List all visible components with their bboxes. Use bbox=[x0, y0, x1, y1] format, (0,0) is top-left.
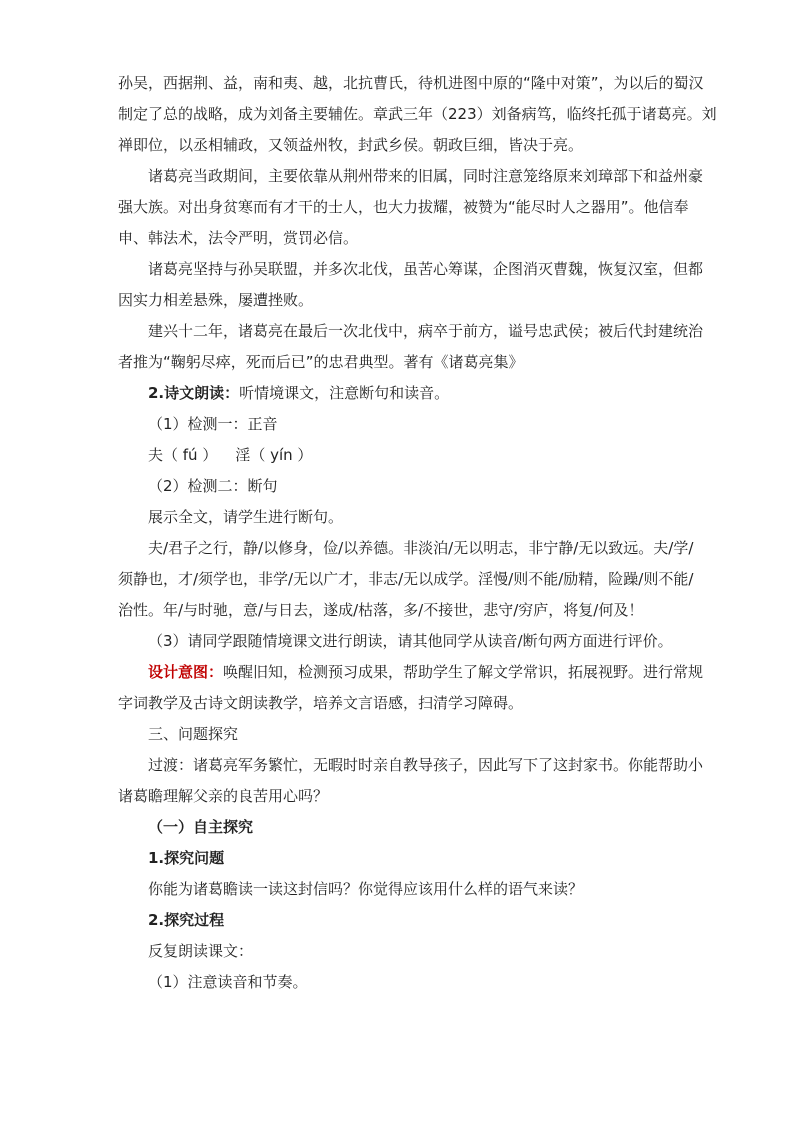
process-heading: 2.探究过程 bbox=[148, 911, 225, 929]
reading-heading-text: 听情境课文，注意断句和读音。 bbox=[239, 384, 450, 402]
reading-show: 展示全文，请学生进行断句。 bbox=[148, 508, 344, 526]
question-text: 你能为诸葛瞻读一读这封信吗？你觉得应该用什么样的语气来读？ bbox=[148, 880, 584, 898]
design-intent-row bbox=[118, 657, 704, 688]
reading-check-2: （2）检测二：断句 bbox=[148, 477, 278, 495]
section-3-heading: 三、问题探究 bbox=[148, 725, 239, 743]
transition-line-1: 过渡：诸葛亮军务繁忙，无暇时时亲自教导孩子，因此写下了这封家书。你能帮助小 bbox=[148, 756, 704, 774]
document-page bbox=[118, 68, 717, 998]
bio-paragraph-2-line-2: 强大族。对出身贫寒而有才干的士人，也大力拔耀，被赞为“能尽时人之器用”。他信奉 bbox=[118, 198, 689, 216]
reading-heading-row bbox=[118, 378, 678, 409]
design-intent-line-1: 唤醒旧知，检测预习成果，帮助学生了解文学常识，拓展视野。进行常规 bbox=[223, 663, 704, 681]
reading-check-3: （3）请同学跟随情境课文进行朗读，请其他同学从读音/断句两方面进行评价。 bbox=[148, 632, 673, 650]
bio-paragraph-4-line-1: 建兴十二年，诸葛亮在最后一次北伐中，病卒于前方，谥号忠武侯；被后代封建统治 bbox=[148, 322, 704, 340]
punctuated-text-line-3: 治性。年/与时驰，意/与日去，遂成/枯落，多/不接世，悲守/穷庐，将复/何及！ bbox=[118, 601, 644, 619]
bio-line-3: 禅即位，以丞相辅政，又领益州牧，封武乡侯。朝政巨细，皆决于亮。 bbox=[118, 136, 584, 154]
design-intent-label: 设计意图： bbox=[148, 663, 224, 681]
design-intent-line-2: 字词教学及古诗文朗读教学，培养文言语感，扫清学习障碍。 bbox=[118, 694, 524, 712]
bio-paragraph-2-line-1: 诸葛亮当政期间，主要依靠从荆州带来的旧属，同时注意笼络原来刘璋部下和益州豪 bbox=[148, 167, 704, 185]
punctuated-text-line-2: 须静也，才/须学也，非学/无以广才，非志/无以成学。淫慢/则不能/励精，险躁/则不能/ bbox=[118, 570, 694, 588]
question-heading: 1.探究问题 bbox=[148, 849, 225, 867]
process-text: 反复朗读课文： bbox=[148, 942, 254, 960]
bio-paragraph-3-line-2: 因实力相差悬殊，屡遭挫败。 bbox=[118, 291, 314, 309]
reading-heading: 2.诗文朗读： bbox=[148, 384, 240, 402]
reading-check-1: （1）检测一：正音 bbox=[148, 415, 278, 433]
pinyin-word-1: 夫（ fú ） bbox=[148, 446, 218, 464]
self-study-heading: （一）自主探究 bbox=[148, 818, 254, 836]
bio-paragraph-4-line-2: 者推为“鞠躬尽瘁，死而后已”的忠君典型。著有《诸葛亮集》 bbox=[118, 353, 524, 371]
bio-line-1: 孙吴，西据荆、益，南和夷、越，北抗曹氏，待机进图中原的“隆中对策”，为以后的蜀汉 bbox=[118, 74, 704, 92]
punctuated-text-line-1: 夫/君子之行，静/以修身，俭/以养德。非淡泊/无以明志，非宁静/无以致远。夫/学/ bbox=[148, 539, 694, 557]
transition-line-2: 诸葛瞻理解父亲的良苦用心吗？ bbox=[118, 787, 329, 805]
bio-paragraph-2-line-3: 申、韩法术，法令严明，赏罚必信。 bbox=[118, 229, 359, 247]
process-step-1: （1）注意读音和节奏。 bbox=[148, 973, 308, 991]
pinyin-word-2: 淫（ yín ） bbox=[235, 446, 313, 464]
bio-line-2: 制定了总的战略，成为刘备主要辅佐。章武三年（223）刘备病笃，临终托孤于诸葛亮。刘 bbox=[118, 105, 717, 123]
bio-paragraph-3-line-1: 诸葛亮坚持与孙吴联盟，并多次北伐，虽苦心筹谋，企图消灭曹魏，恢复汉室，但都 bbox=[148, 260, 704, 278]
reading-words-row bbox=[118, 440, 678, 471]
